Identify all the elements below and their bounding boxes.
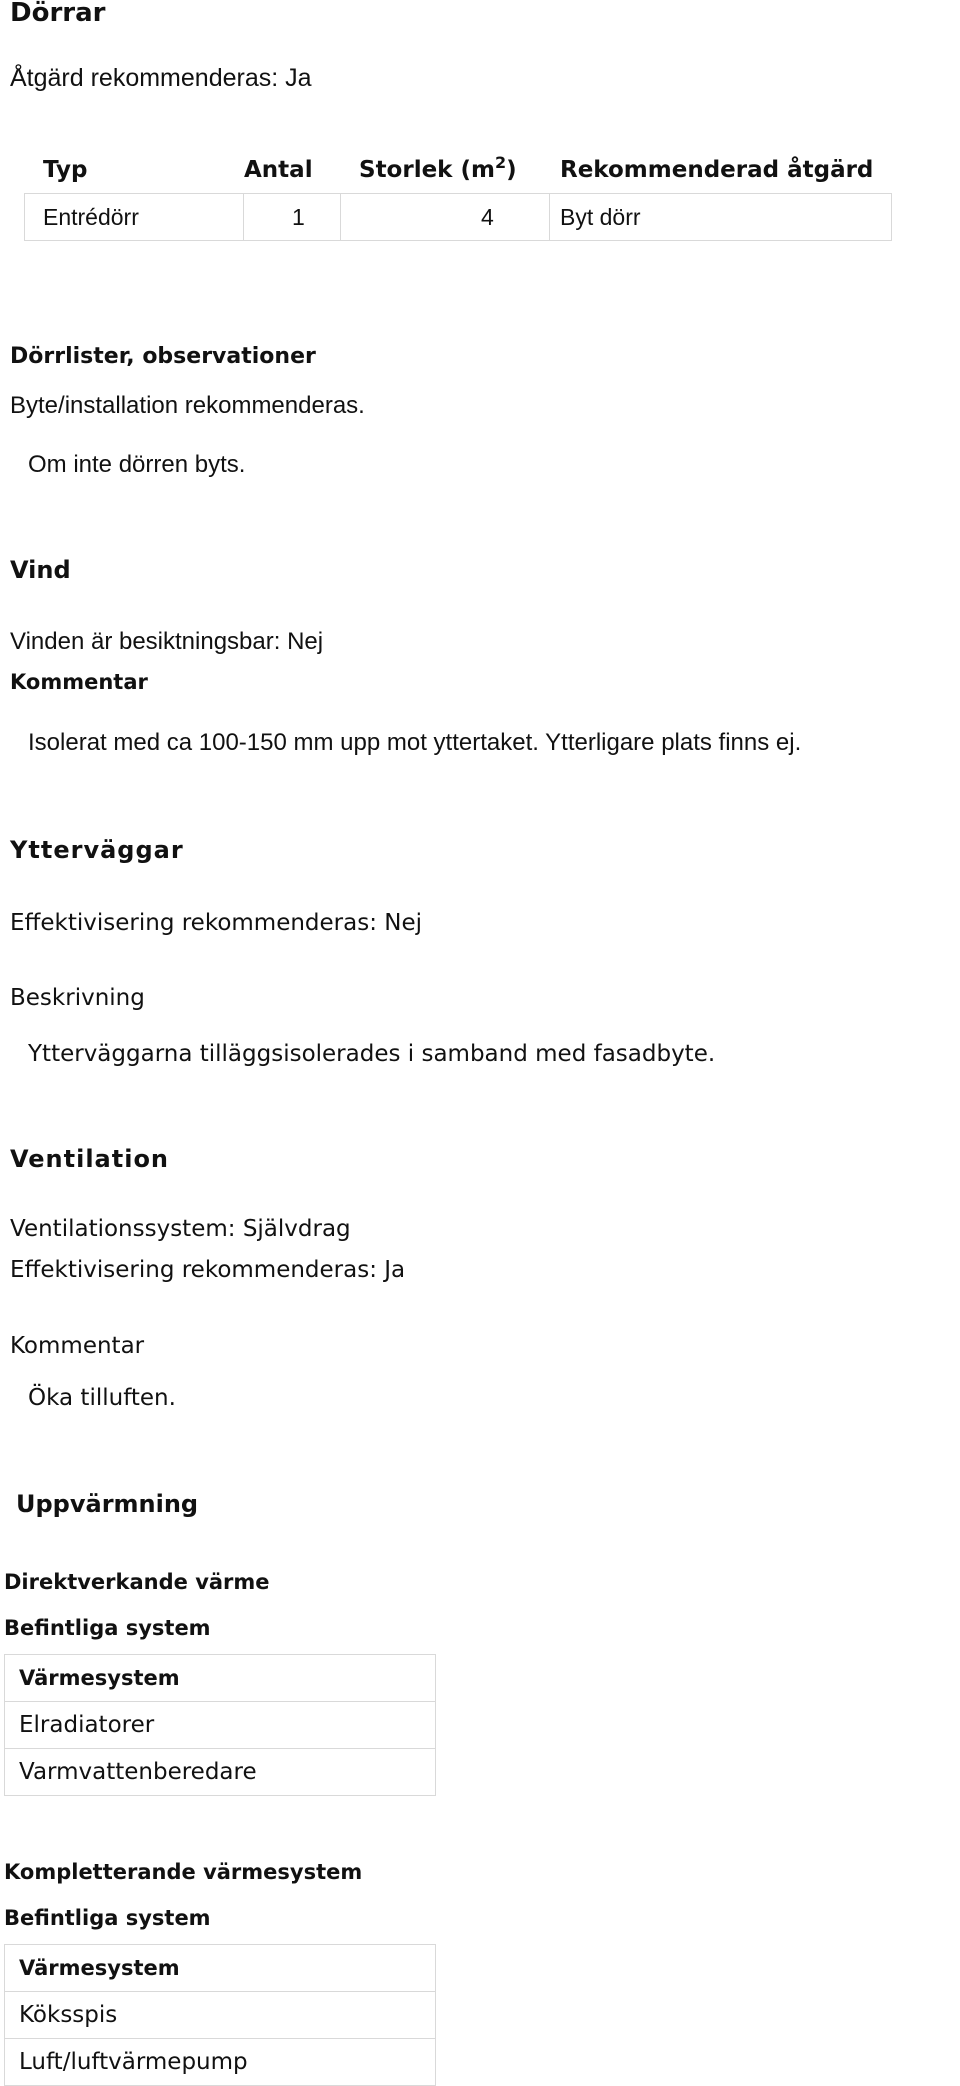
dorrlister-line1: Byte/installation rekommenderas. [10, 392, 365, 419]
table-header-row [25, 147, 892, 194]
cell-rekommenderad-atgard: Byt dörr [550, 194, 892, 241]
varmesystem-table-2 [4, 1944, 436, 2086]
cell-typ: Entrédörr [25, 194, 244, 241]
uppvarmning-existing2: Befintliga system [4, 1906, 211, 1930]
header-varmesystem: Värmesystem [5, 1945, 436, 1992]
section-heading-vind: Vind [10, 556, 71, 584]
section-heading-dorrar: Dörrar [10, 0, 106, 28]
table-header-row [5, 1945, 436, 1992]
section-heading-dorrlister: Dörrlister, observationer [10, 344, 316, 369]
cell-varmesystem: Varmvattenberedare [5, 1749, 436, 1796]
header-antal: Antal [244, 147, 341, 194]
cell-varmesystem: Luft/luftvärmepump [5, 2039, 436, 2086]
yttervaggar-line1: Effektivisering rekommenderas: Nej [10, 910, 423, 936]
header-rekommenderad-atgard: Rekommenderad åtgärd [550, 147, 892, 194]
vind-comment-label: Kommentar [10, 670, 148, 694]
varmesystem-table-1 [4, 1654, 436, 1796]
section-heading-ventilation: Ventilation [10, 1145, 170, 1173]
header-varmesystem: Värmesystem [5, 1655, 436, 1702]
vind-comment: Isolerat med ca 100-150 mm upp mot yttertaket. Ytterligare plats finns ej. [28, 729, 802, 756]
yttervaggar-desc: Ytterväggarna tilläggsisolerades i samband med fasadbyte. [28, 1041, 716, 1067]
table-row [5, 1992, 436, 2039]
table-row [5, 1702, 436, 1749]
cell-varmesystem: Köksspis [5, 1992, 436, 2039]
header-typ: Typ [25, 147, 244, 194]
cell-antal: 1 [244, 194, 341, 241]
table-row [25, 194, 892, 241]
table-row [5, 2039, 436, 2086]
table-header-row [5, 1655, 436, 1702]
section-heading-yttervaggar: Ytterväggar [10, 836, 184, 864]
ventilation-line1: Ventilationssystem: Självdrag [10, 1216, 351, 1242]
atgard-line: Åtgärd rekommenderas: Ja [10, 64, 312, 92]
yttervaggar-desc-label: Beskrivning [10, 985, 145, 1011]
header-storlek: Storlek $(m^2)$ [341, 147, 550, 194]
dorrlister-line2: Om inte dörren byts. [28, 451, 246, 478]
ventilation-comment: Öka tilluften. [28, 1385, 176, 1411]
uppvarmning-sub2: Kompletterande värmesystem [4, 1860, 363, 1884]
dorrar-table [24, 146, 892, 241]
section-heading-uppvarmning: Uppvärmning [16, 1490, 199, 1518]
cell-varmesystem: Elradiatorer [5, 1702, 436, 1749]
uppvarmning-sub1: Direktverkande värme [4, 1570, 270, 1594]
ventilation-line2: Effektivisering rekommenderas: Ja [10, 1257, 406, 1283]
uppvarmning-existing1: Befintliga system [4, 1616, 211, 1640]
cell-storlek: 4 [341, 194, 550, 241]
ventilation-comment-label: Kommentar [10, 1333, 145, 1359]
table-row [5, 1749, 436, 1796]
vind-line1: Vinden är besiktningsbar: Nej [10, 628, 324, 655]
